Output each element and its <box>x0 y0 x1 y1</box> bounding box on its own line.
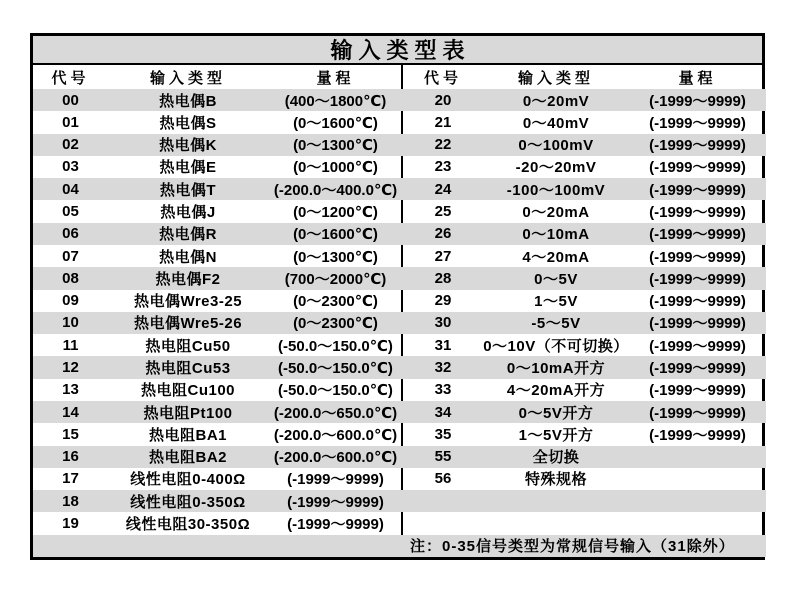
type-cell: 热电偶E <box>159 159 217 177</box>
range-cell: (0～1300℃) <box>293 137 378 155</box>
code-cell: 30 <box>434 314 452 332</box>
table-row <box>33 423 403 445</box>
code-cell: 55 <box>434 448 452 466</box>
table-row <box>33 156 403 178</box>
type-cell: 热电阻BA2 <box>148 449 227 467</box>
table-row <box>403 423 766 445</box>
type-cell: 全切换 <box>532 449 580 467</box>
code-cell: 33 <box>434 381 452 399</box>
range-cell: (-1999～9999) <box>649 270 746 288</box>
table-row <box>403 401 766 423</box>
code-cell: 26 <box>434 225 452 243</box>
range-cell: (-50.0～150.0℃) <box>278 382 393 400</box>
type-cell: 0～10mA <box>522 226 590 244</box>
range-cell: (-1999～9999) <box>649 426 746 444</box>
type-cell: 线性电阻0-350Ω <box>130 493 246 511</box>
code-cell: 03 <box>62 158 79 176</box>
table-row <box>33 401 403 423</box>
type-cell: 0～5V <box>534 270 578 288</box>
table-row <box>33 267 403 289</box>
left-table-rows <box>33 89 403 557</box>
code-cell: 56 <box>434 470 452 488</box>
type-cell: 1～5V开方 <box>518 426 594 444</box>
type-cell: 热电偶R <box>159 226 217 244</box>
code-cell: 31 <box>434 336 452 354</box>
table-row <box>33 223 403 245</box>
code-cell: 09 <box>62 292 79 310</box>
table-body <box>33 65 762 557</box>
table-row <box>33 111 403 133</box>
right-table-header <box>403 65 766 89</box>
table-row <box>403 290 766 312</box>
column-header-type: 输入类型 <box>517 69 594 87</box>
code-cell: 01 <box>62 113 79 131</box>
code-cell: 04 <box>62 180 79 198</box>
table-note: 注：0-35信号类型为常规信号输入（31除外） <box>410 538 735 556</box>
column-header-code: 代号 <box>51 69 90 87</box>
code-cell <box>403 490 483 512</box>
code-cell: 10 <box>62 314 79 332</box>
table-row <box>403 111 766 133</box>
type-cell: 0～10mA开方 <box>506 360 606 378</box>
note-row <box>403 535 766 557</box>
range-cell: (-1999～9999) <box>649 382 746 400</box>
type-cell: 热电偶Wre3-25 <box>133 293 243 311</box>
code-cell: 15 <box>62 425 79 443</box>
code-cell: 23 <box>434 158 452 176</box>
table-row <box>403 512 766 534</box>
code-cell: 20 <box>434 91 452 109</box>
code-cell: 18 <box>62 492 79 510</box>
range-cell: (-1999～9999) <box>649 137 746 155</box>
type-cell: 热电偶Wre5-26 <box>133 315 243 333</box>
type-cell: -5～5V <box>531 315 581 333</box>
range-cell: (-1999～9999) <box>649 226 746 244</box>
type-cell: 热电偶T <box>159 181 217 199</box>
code-cell <box>33 535 108 557</box>
table-row <box>33 446 403 468</box>
range-cell: (-1999～9999) <box>649 248 746 266</box>
range-cell: (-1999～9999) <box>649 315 746 333</box>
table-row <box>403 245 766 267</box>
range-cell: (-1999～9999) <box>287 493 384 511</box>
input-type-table <box>30 33 765 560</box>
table-row <box>403 134 766 156</box>
table-row <box>33 490 403 512</box>
table-row <box>403 89 766 111</box>
range-cell: (0～1600℃) <box>293 226 378 244</box>
code-cell: 22 <box>434 136 452 154</box>
code-cell <box>403 512 483 534</box>
table-row <box>403 446 766 468</box>
code-cell: 25 <box>434 203 452 221</box>
right-table-rows <box>403 89 766 535</box>
range-cell: (-1999～9999) <box>649 114 746 132</box>
type-cell: 热电偶N <box>159 248 217 266</box>
table-row <box>403 178 766 200</box>
table-title: 输入类型表 <box>33 36 762 65</box>
range-cell: (-1999～9999) <box>649 159 746 177</box>
range-cell: (-200.0～600.0℃) <box>273 426 398 444</box>
type-cell: 热电偶B <box>159 92 217 110</box>
type-cell <box>483 512 629 534</box>
code-cell: 00 <box>62 91 79 109</box>
type-cell: 热电偶F2 <box>155 270 221 288</box>
table-row <box>33 379 403 401</box>
type-cell: 0～20mV <box>522 92 590 110</box>
table-row <box>403 468 766 490</box>
table-row <box>403 200 766 222</box>
range-cell <box>629 490 766 512</box>
code-cell: 13 <box>62 381 79 399</box>
range-cell: (0～2300℃) <box>293 293 378 311</box>
code-cell: 08 <box>62 269 79 287</box>
code-cell: 29 <box>434 292 452 310</box>
table-row <box>403 379 766 401</box>
table-row <box>403 334 766 356</box>
table-row <box>403 312 766 334</box>
range-cell: (0～2300℃) <box>293 315 378 333</box>
type-cell: 0～5V开方 <box>518 404 594 422</box>
range-cell: (-200.0～400.0℃) <box>273 181 398 199</box>
type-cell <box>108 535 268 557</box>
type-cell: 热电阻Cu50 <box>145 337 231 355</box>
type-cell: 特殊规格 <box>524 471 587 489</box>
column-header-type: 输入类型 <box>149 69 226 87</box>
code-cell: 34 <box>434 403 452 421</box>
code-cell: 05 <box>62 203 79 221</box>
table-row <box>33 89 403 111</box>
column-header-range: 量程 <box>316 69 355 87</box>
left-table-half <box>33 65 403 557</box>
table-row <box>403 490 766 512</box>
code-cell: 16 <box>62 448 79 466</box>
code-cell: 21 <box>434 113 452 131</box>
column-header-code: 代号 <box>423 69 462 87</box>
range-cell: (-50.0～150.0℃) <box>278 337 393 355</box>
type-cell: 热电偶S <box>159 114 217 132</box>
table-row <box>33 356 403 378</box>
type-cell: -100～100mV <box>506 181 606 199</box>
range-cell <box>629 446 766 468</box>
range-cell: (-1999～9999) <box>287 515 384 533</box>
range-cell: (0～1600℃) <box>293 114 378 132</box>
type-cell: 0～10V（不可切换） <box>483 337 629 355</box>
type-cell: 热电阻BA1 <box>148 426 227 444</box>
code-cell: 19 <box>62 514 79 532</box>
right-table-half <box>403 65 762 557</box>
range-cell: (0～1300℃) <box>293 248 378 266</box>
type-cell: 线性电阻30-350Ω <box>125 515 251 533</box>
type-cell: 4～20mA <box>522 248 590 266</box>
code-cell: 02 <box>62 136 79 154</box>
type-cell: 4～20mA开方 <box>506 382 606 400</box>
range-cell: (-1999～9999) <box>649 181 746 199</box>
table-row <box>403 223 766 245</box>
range-cell: (700～2000℃) <box>284 270 387 288</box>
range-cell: (-1999～9999) <box>649 204 746 222</box>
type-cell: 热电偶J <box>160 204 216 222</box>
table-row <box>33 200 403 222</box>
type-cell: 0～40mV <box>522 114 590 132</box>
type-cell: 1～5V <box>534 293 578 311</box>
column-header-range: 量程 <box>678 69 717 87</box>
type-cell: 热电阻Pt100 <box>143 404 233 422</box>
table-row <box>403 267 766 289</box>
table-row <box>33 134 403 156</box>
range-cell: (0～1200℃) <box>293 204 378 222</box>
type-cell: 热电阻Cu100 <box>140 382 236 400</box>
table-row <box>33 468 403 490</box>
type-cell: 0～100mV <box>518 137 594 155</box>
left-table <box>33 65 403 557</box>
range-cell: (-50.0～150.0℃) <box>278 360 393 378</box>
range-cell: (0～1000℃) <box>293 159 378 177</box>
range-cell: (-1999～9999) <box>287 471 384 489</box>
code-cell: 07 <box>62 247 79 265</box>
table-row <box>33 178 403 200</box>
code-cell: 06 <box>62 225 79 243</box>
table-row <box>33 512 403 534</box>
table-row <box>403 156 766 178</box>
code-cell: 12 <box>62 359 79 377</box>
type-cell: 热电偶K <box>159 137 217 155</box>
header-row <box>33 65 403 89</box>
type-cell: 0～20mA <box>522 204 590 222</box>
range-cell: (400～1800℃) <box>284 92 387 110</box>
code-cell: 17 <box>62 470 79 488</box>
range-cell: (-1999～9999) <box>649 293 746 311</box>
table-row <box>33 290 403 312</box>
code-cell: 14 <box>62 403 79 421</box>
header-row <box>403 65 766 89</box>
range-cell: (-200.0～650.0℃) <box>273 404 398 422</box>
range-cell: (-1999～9999) <box>649 92 746 110</box>
type-cell: 热电阻Cu53 <box>145 360 231 378</box>
type-cell: 线性电阻0-400Ω <box>130 471 246 489</box>
table-row <box>33 334 403 356</box>
range-cell: (-200.0～600.0℃) <box>273 449 398 467</box>
range-cell <box>629 468 766 490</box>
type-cell: -20～20mV <box>515 159 597 177</box>
range-cell: (-1999～9999) <box>649 404 746 422</box>
code-cell: 27 <box>434 247 452 265</box>
range-cell: (-1999～9999) <box>649 360 746 378</box>
note-section <box>403 535 766 557</box>
table-row <box>33 535 403 557</box>
range-cell <box>629 512 766 534</box>
code-cell: 24 <box>434 180 452 198</box>
code-cell: 28 <box>434 269 452 287</box>
type-cell <box>483 490 629 512</box>
table-row <box>33 245 403 267</box>
range-cell <box>268 535 403 557</box>
left-table-header <box>33 65 403 89</box>
code-cell: 32 <box>434 359 452 377</box>
right-table <box>403 65 766 557</box>
range-cell: (-1999～9999) <box>649 337 746 355</box>
code-cell: 11 <box>62 336 79 354</box>
code-cell: 35 <box>434 425 452 443</box>
table-row <box>403 356 766 378</box>
table-row <box>33 312 403 334</box>
